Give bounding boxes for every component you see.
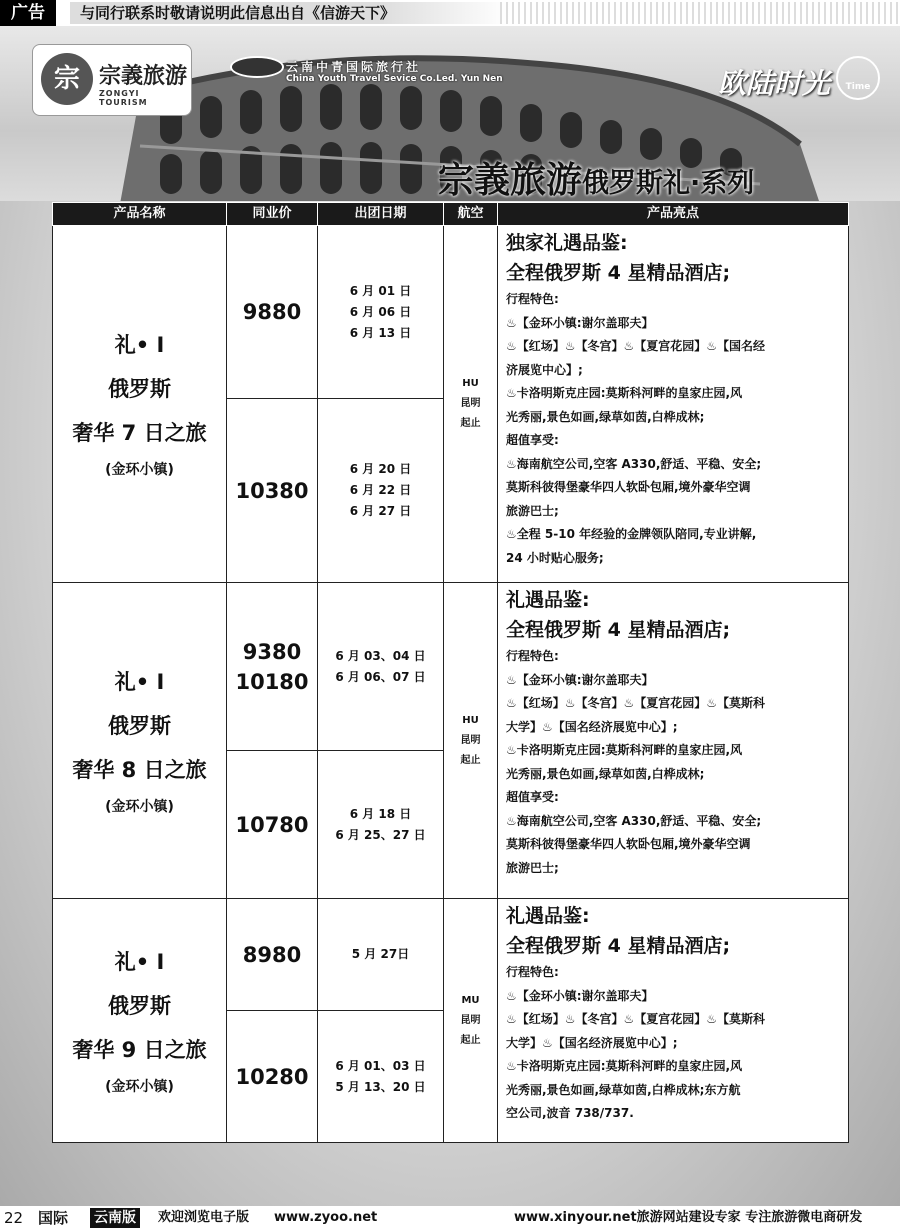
highlight-line: 光秀丽,景色如画,绿草如茵,白桦成林; (506, 409, 705, 424)
highlight-heading: 礼遇品鉴: (506, 589, 590, 611)
highlight-line: 莫斯科彼得堡豪华四人软卧包厢,境外豪华空调 (506, 837, 751, 851)
product-name-line: 奢华 7 日之旅 (72, 421, 207, 445)
date-value: 6 月 06 日 (349, 304, 412, 319)
dates-cell (318, 1011, 444, 1143)
date-value: 6 月 22 日 (349, 483, 412, 497)
footer-slogan: www.xinyour.net旅游网站建设专家 专注旅游微电商研发 (514, 1210, 863, 1225)
highlight-line: 超值享受: (506, 790, 559, 804)
highlight-line: 光秀丽,景色如画,绿草如茵,白桦成林;东方航 (506, 1082, 741, 1097)
highlight-line: ♨全程 5-10 年经验的金牌领队陪同,专业讲解, (506, 527, 757, 541)
product-name-line: 奢华 9 日之旅 (72, 1037, 207, 1062)
section-label: 国际 (38, 1209, 69, 1227)
highlight-line: 行程特色: (506, 649, 559, 663)
logo-mark-icon: 宗 (41, 53, 93, 105)
airline-code: HU (462, 714, 479, 726)
price-value: 9880 (242, 300, 302, 324)
table-header-row (53, 203, 849, 226)
price-cell (227, 226, 318, 399)
dates-cell (318, 583, 444, 751)
highlight-line: ♨卡洛明斯克庄园:莫斯科河畔的皇家庄园,风 (506, 1059, 743, 1073)
airline-note: 起止 (460, 418, 481, 429)
decorative-pattern (500, 2, 900, 24)
price-value: 10180 (235, 669, 309, 694)
product-name-cell (53, 226, 227, 583)
product-name-line: 俄罗斯 (108, 993, 171, 1018)
highlight-line: ♨卡洛明斯克庄园:莫斯科河畔的皇家庄园,风 (506, 386, 743, 400)
date-value: 6 月 03、04 日 (335, 648, 426, 663)
highlight-line: 济展览中心】; (506, 362, 583, 377)
product-subname: (金环小镇) (105, 1078, 174, 1095)
col-header-dates: 出团日期 (318, 203, 444, 226)
logo-english: ZONGYI TOURISM (99, 89, 148, 107)
series-title (438, 152, 754, 201)
table-row (53, 899, 849, 1011)
airline-city: 昆明 (460, 734, 481, 746)
product-table (52, 202, 849, 1143)
edition-label: 云南版 (90, 1208, 140, 1228)
date-value: 6 月 20 日 (349, 462, 412, 476)
dates-cell (318, 226, 444, 399)
welcome-text: 欢迎浏览电子版 (158, 1210, 250, 1225)
product-name-line: 俄罗斯 (108, 713, 171, 738)
price-cell (227, 399, 318, 583)
airline-code: HU (462, 378, 479, 389)
date-value: 6 月 06、07 日 (335, 669, 426, 684)
highlight-hotel: 全程俄罗斯 4 星精品酒店; (506, 619, 731, 641)
product-name-line: 礼• I (114, 669, 165, 694)
highlights-cell (498, 899, 849, 1143)
zongyi-logo (32, 44, 192, 116)
highlight-line: ♨【红场】♨【冬宫】♨【夏宫花园】♨【莫斯科 (506, 1012, 766, 1026)
agency-name: 云南中青国际旅行社 (286, 60, 422, 74)
highlight-heading: 独家礼遇品鉴: (506, 232, 628, 254)
highlight-line: ♨【金环小镇:谢尔盖耶夫】 (506, 672, 654, 687)
airline-city: 昆明 (460, 398, 481, 409)
ad-label: 广告 (0, 0, 56, 26)
advert-frame (0, 26, 900, 1206)
airline-cell (444, 583, 498, 899)
date-value: 6 月 01、03 日 (335, 1058, 426, 1073)
date-value: 5 月 27日 (351, 947, 410, 961)
airline-city: 昆明 (460, 1014, 481, 1026)
logo-name: 宗義旅游 (99, 64, 188, 89)
highlight-line: ♨海南航空公司,空客 A330,舒适、平稳、安全; (506, 813, 762, 828)
series-subtitle: 俄罗斯礼·系列 (582, 168, 755, 199)
date-value: 6 月 18 日 (349, 806, 412, 821)
hero-banner (0, 26, 900, 201)
airline-cell (444, 899, 498, 1143)
col-header-price: 同业价 (227, 203, 318, 226)
product-name-line: 奢华 8 日之旅 (72, 757, 207, 782)
product-subname: (金环小镇) (105, 462, 174, 478)
product-subname: (金环小镇) (105, 798, 174, 815)
highlight-line: 24 小时贴心服务; (506, 550, 604, 565)
highlight-line: 大学】♨【国名经济展览中心】; (506, 719, 678, 734)
product-name-cell (53, 583, 227, 899)
footer-bar (0, 1206, 900, 1230)
airline-cell (444, 226, 498, 583)
source-notice: 与同行联系时敬请说明此信息出自《信游天下》 (70, 2, 510, 24)
price-value: 10280 (235, 1064, 309, 1089)
date-value: 6 月 25、27 日 (335, 827, 426, 842)
price-value: 10380 (235, 478, 309, 503)
product-name-cell (53, 899, 227, 1143)
highlight-line: 莫斯科彼得堡豪华四人软卧包厢,境外豪华空调 (506, 480, 751, 494)
price-value: 10780 (235, 812, 309, 837)
product-name-line: 礼• I (114, 333, 165, 357)
highlight-line: 旅游巴士; (506, 860, 559, 875)
col-header-highlights: 产品亮点 (498, 203, 849, 226)
col-header-airline: 航空 (444, 203, 498, 226)
top-banner (0, 0, 900, 26)
highlight-line: 光秀丽,景色如画,绿草如茵,白桦成林; (506, 766, 705, 781)
price-value: 8980 (242, 942, 302, 967)
time-label: Time (845, 82, 871, 92)
dates-cell (318, 399, 444, 583)
highlight-line: 旅游巴士; (506, 503, 559, 518)
page-number: 22 (4, 1209, 24, 1227)
brand-script: 欧陆时光 (718, 67, 831, 100)
product-name-line: 礼• I (114, 949, 165, 974)
airline-note: 起止 (460, 1034, 481, 1046)
highlight-line: ♨海南航空公司,空客 A330,舒适、平稳、安全; (506, 456, 762, 471)
airline-note: 起止 (460, 754, 481, 766)
highlight-line: ♨【红场】♨【冬宫】♨【夏宫花园】♨【国名经 (506, 339, 766, 353)
highlights-cell (498, 583, 849, 899)
highlight-hotel: 全程俄罗斯 4 星精品酒店; (506, 935, 731, 957)
col-header-product: 产品名称 (53, 203, 227, 226)
price-cell (227, 1011, 318, 1143)
highlight-line: 大学】♨【国名经济展览中心】; (506, 1035, 678, 1050)
date-value: 6 月 27 日 (349, 504, 412, 518)
highlight-heading: 礼遇品鉴: (506, 905, 590, 927)
highlight-line: 超值享受: (506, 433, 559, 447)
highlight-line: ♨【金环小镇:谢尔盖耶夫】 (506, 988, 654, 1003)
highlight-line: ♨【金环小镇:谢尔盖耶夫】 (506, 315, 654, 330)
dates-cell (318, 899, 444, 1011)
price-cell (227, 583, 318, 751)
airline-code: MU (461, 994, 480, 1006)
highlight-hotel: 全程俄罗斯 4 星精品酒店; (506, 262, 731, 284)
product-name-line: 俄罗斯 (108, 377, 171, 401)
agency-english: China Youth Travel Sevice Co.Led. Yun Nen (286, 74, 503, 84)
date-value: 5 月 13、20 日 (335, 1079, 426, 1094)
dates-cell (318, 751, 444, 899)
highlight-line: ♨卡洛明斯克庄园:莫斯科河畔的皇家庄园,风 (506, 743, 743, 757)
highlight-line: ♨【红场】♨【冬宫】♨【夏宫花园】♨【莫斯科 (506, 696, 766, 710)
time-clock-icon (836, 56, 880, 100)
date-value: 6 月 01 日 (349, 283, 412, 298)
date-value: 6 月 13 日 (349, 325, 412, 340)
table-row (53, 583, 849, 751)
price-cell (227, 899, 318, 1011)
cyts-emblem-icon (230, 56, 284, 78)
table-row (53, 226, 849, 399)
highlight-line: 行程特色: (506, 292, 559, 306)
highlight-line: 行程特色: (506, 965, 559, 979)
highlights-cell (498, 226, 849, 583)
highlight-line: 空公司,波音 738/737. (506, 1106, 634, 1120)
price-value: 9380 (242, 639, 302, 664)
price-cell (227, 751, 318, 899)
series-brand: 宗義旅游 (438, 160, 583, 201)
site-link[interactable]: www.zyoo.net (274, 1210, 378, 1225)
